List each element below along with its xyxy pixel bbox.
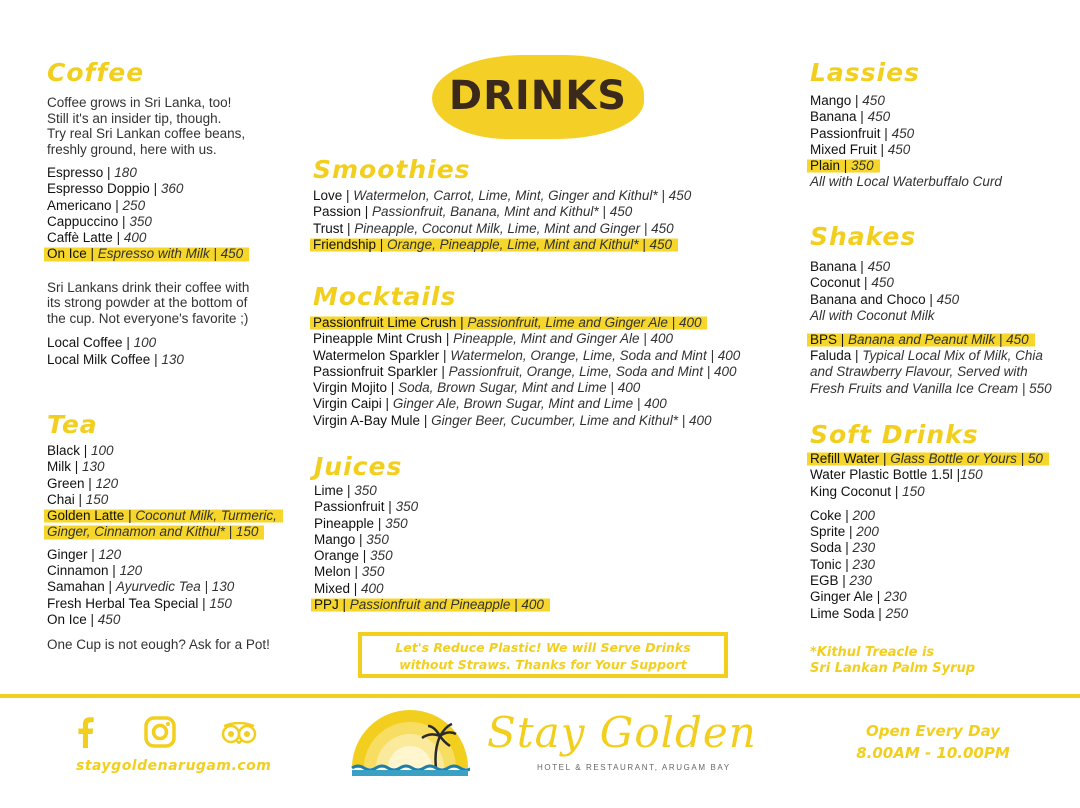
menu-item: Chai | 150 xyxy=(47,491,109,507)
menu-item-highlighted: Plain | 350 xyxy=(810,158,1070,174)
menu-item: Espresso Doppio | 360 xyxy=(47,181,184,197)
menu-item: Passion | Passionfruit, Banana, Mint and Kithul* | 450 xyxy=(313,204,633,220)
menu-item: Americano | 250 xyxy=(47,197,146,213)
footnote-line: *Kithul Treacle is xyxy=(810,645,935,660)
shakes-section xyxy=(810,222,1075,397)
menu-item: Green | 120 xyxy=(47,475,119,491)
coffee-intro-line: its strong powder at the bottom of xyxy=(47,295,248,311)
menu-item: Melon | 350 xyxy=(314,564,385,580)
menu-item: Tonic | 230 xyxy=(810,556,876,572)
menu-item-cont: Fresh Fruits and Vanilla Ice Cream | 550 xyxy=(810,380,1052,396)
coffee-intro-line: Try real Sri Lankan coffee beans, xyxy=(47,126,246,141)
brand-subtitle: HOTEL & RESTAURANT, ARUGAM BAY xyxy=(537,763,731,772)
smoothies-section xyxy=(313,155,713,253)
menu-item-highlighted: PPJ | Passionfruit and Pineapple | 400 xyxy=(314,597,614,613)
menu-item: EGB | 230 xyxy=(810,573,873,589)
drinks-banner xyxy=(432,55,644,139)
soft-drinks-list xyxy=(810,451,1075,500)
menu-item: Pineapple Mint Crush | Pineapple, Mint and Ginger Ale | 400 xyxy=(313,331,673,347)
menu-item: Milk | 130 xyxy=(47,459,105,475)
hours-line: 8.00AM - 10.00PM xyxy=(856,744,1010,762)
tea-list xyxy=(47,443,307,541)
website-link[interactable]: staygoldenarugam.com xyxy=(76,758,272,774)
notice-line: without Straws. Thanks for Your Support xyxy=(399,657,687,672)
menu-item: On Ice | 450 xyxy=(47,611,121,627)
menu-item: Cinnamon | 120 xyxy=(47,563,143,579)
menu-item: Passionfruit | 350 xyxy=(314,499,419,515)
coffee-list xyxy=(47,165,307,263)
menu-item-highlighted: Passionfruit Lime Crush | Passionfruit, Lime and Ginger Ale | 400 xyxy=(313,315,763,331)
facebook-icon[interactable] xyxy=(78,716,94,750)
footnote-line: Sri Lankan Palm Syrup xyxy=(810,661,976,676)
menu-item-highlighted: Ginger, Cinnamon and Kithul* | 150 xyxy=(47,524,307,540)
smoothies-heading: Smoothies xyxy=(313,155,471,184)
menu-item: Cappuccino | 350 xyxy=(47,213,152,229)
menu-item: Trust | Pineapple, Coconut Milk, Lime, Mint and Ginger | 450 xyxy=(313,220,674,236)
smoothies-list xyxy=(313,188,713,253)
menu-item: Banana | 450 xyxy=(810,109,891,125)
menu-item: Passionfruit Sparkler | Passionfruit, Orange, Lime, Soda and Mint | 400 xyxy=(313,363,737,379)
menu-item-cont: and Strawberry Flavour, Served with xyxy=(810,364,1028,380)
coffee-intro-line: Still it's an insider tip, though. xyxy=(47,110,222,126)
menu-item: Virgin Mojito | Soda, Brown Sugar, Mint and Lime | 400 xyxy=(313,380,641,396)
menu-item: Ginger Ale | 230 xyxy=(810,589,907,605)
menu-item: Water Plastic Bottle 1.5l |150 xyxy=(810,467,983,483)
opening-hours xyxy=(838,720,1028,764)
mocktails-list xyxy=(313,315,763,429)
tea-note: One Cup is not eough? Ask for a Pot! xyxy=(47,637,270,653)
footer-divider xyxy=(0,694,1080,698)
menu-item-highlighted: BPS | Banana and Peanut Milk | 450 xyxy=(810,332,1075,348)
menu-item: Lime Soda | 250 xyxy=(810,605,909,621)
menu-item: Mango | 350 xyxy=(314,531,389,547)
local-coffee-list xyxy=(47,335,307,368)
hours-line: Open Every Day xyxy=(865,722,1001,740)
coffee-intro-line: Coffee grows in Sri Lanka, too! xyxy=(47,95,232,110)
shakes-heading: Shakes xyxy=(810,222,917,251)
menu-item: Virgin A-Bay Mule | Ginger Beer, Cucumber, Lime and Kithul* | 400 xyxy=(313,412,712,428)
menu-item-highlighted: Friendship | Orange, Pineapple, Lime, Mint and Kithul* | 450 xyxy=(313,237,713,253)
menu-item: Orange | 350 xyxy=(314,548,393,564)
menu-item: Banana | 450 xyxy=(810,259,891,274)
lassies-note: All with Local Waterbuffalo Curd xyxy=(810,174,1002,190)
menu-item: Banana and Choco | 450 xyxy=(810,291,960,307)
coffee-heading: Coffee xyxy=(47,58,145,87)
menu-item: Espresso | 180 xyxy=(47,165,137,180)
menu-item: Samahan | Ayurvedic Tea | 130 xyxy=(47,579,235,595)
sunset-logo xyxy=(350,708,470,776)
lassies-heading: Lassies xyxy=(810,58,920,87)
menu-item: Mixed Fruit | 450 xyxy=(810,141,911,157)
notice-line: Let's Reduce Plastic! We will Serve Drinks xyxy=(395,640,691,655)
menu-item: Ginger | 120 xyxy=(47,546,122,562)
tea-section xyxy=(47,410,307,653)
menu-item: King Coconut | 150 xyxy=(810,483,925,499)
shakes-specials xyxy=(810,332,1075,397)
menu-item-highlighted: Refill Water | Glass Bottle or Yours | 50 xyxy=(810,451,1075,467)
menu-item: Faluda | Typical Local Mix of Milk, Chia xyxy=(810,348,1043,364)
juices-heading: Juices xyxy=(314,452,403,481)
menu-item: Mixed | 400 xyxy=(314,580,384,596)
tripadvisor-icon[interactable] xyxy=(220,722,258,756)
page-title: DRINKS xyxy=(448,73,628,119)
lassies-list xyxy=(810,93,1070,174)
menu-item: Caffè Latte | 400 xyxy=(47,230,147,246)
instagram-icon[interactable] xyxy=(144,716,176,750)
coffee-intro-line: Sri Lankans drink their coffee with xyxy=(47,279,250,295)
soft-drinks-section xyxy=(810,420,1075,622)
shakes-note: All with Coconut Milk xyxy=(810,307,935,323)
kithul-footnote xyxy=(810,645,975,677)
menu-item: Love | Watermelon, Carrot, Lime, Mint, Ginger and Kithul* | 450 xyxy=(313,188,692,203)
menu-item: Black | 100 xyxy=(47,443,114,458)
mocktails-section xyxy=(313,282,763,429)
lassies-section xyxy=(810,58,1070,190)
shakes-list xyxy=(810,259,1075,308)
brand-name: Stay Golden xyxy=(487,708,757,757)
menu-item-highlighted: Golden Latte | Coconut Milk, Turmeric, xyxy=(47,508,307,524)
menu-item: Mango | 450 xyxy=(810,93,885,108)
menu-item: Coke | 200 xyxy=(810,507,876,523)
menu-item: Coconut | 450 xyxy=(810,275,894,291)
reduce-plastic-notice xyxy=(358,632,728,678)
menu-item: Watermelon Sparkler | Watermelon, Orange, Lime, Soda and Mint | 400 xyxy=(313,347,741,363)
menu-item: Local Coffee | 100 xyxy=(47,335,157,351)
mocktails-heading: Mocktails xyxy=(313,282,457,311)
menu-item: Local Milk Coffee | 130 xyxy=(47,351,184,367)
coffee-intro-line: freshly ground, here with us. xyxy=(47,141,217,157)
menu-item: Pineapple | 350 xyxy=(314,515,408,531)
juices-list xyxy=(314,483,614,613)
tea-heading: Tea xyxy=(47,410,98,439)
coffee-section xyxy=(47,58,307,368)
coffee-intro-line: the cup. Not everyone's favorite ;) xyxy=(47,310,249,326)
menu-item: Passionfruit | 450 xyxy=(810,125,915,141)
menu-item: Fresh Herbal Tea Special | 150 xyxy=(47,595,232,611)
menu-item-highlighted: On Ice | Espresso with Milk | 450 xyxy=(47,246,307,262)
menu-item: Sprite | 200 xyxy=(810,524,879,540)
menu-item: Virgin Caipi | Ginger Ale, Brown Sugar, Mint and Lime | 400 xyxy=(313,396,667,412)
menu-item: Lime | 350 xyxy=(314,483,377,498)
menu-item: Soda | 230 xyxy=(810,540,876,556)
soft-drinks-list-2 xyxy=(810,508,1075,622)
tea-list-2 xyxy=(47,547,307,628)
juices-section xyxy=(314,452,614,613)
soft-drinks-heading: Soft Drinks xyxy=(810,420,979,449)
